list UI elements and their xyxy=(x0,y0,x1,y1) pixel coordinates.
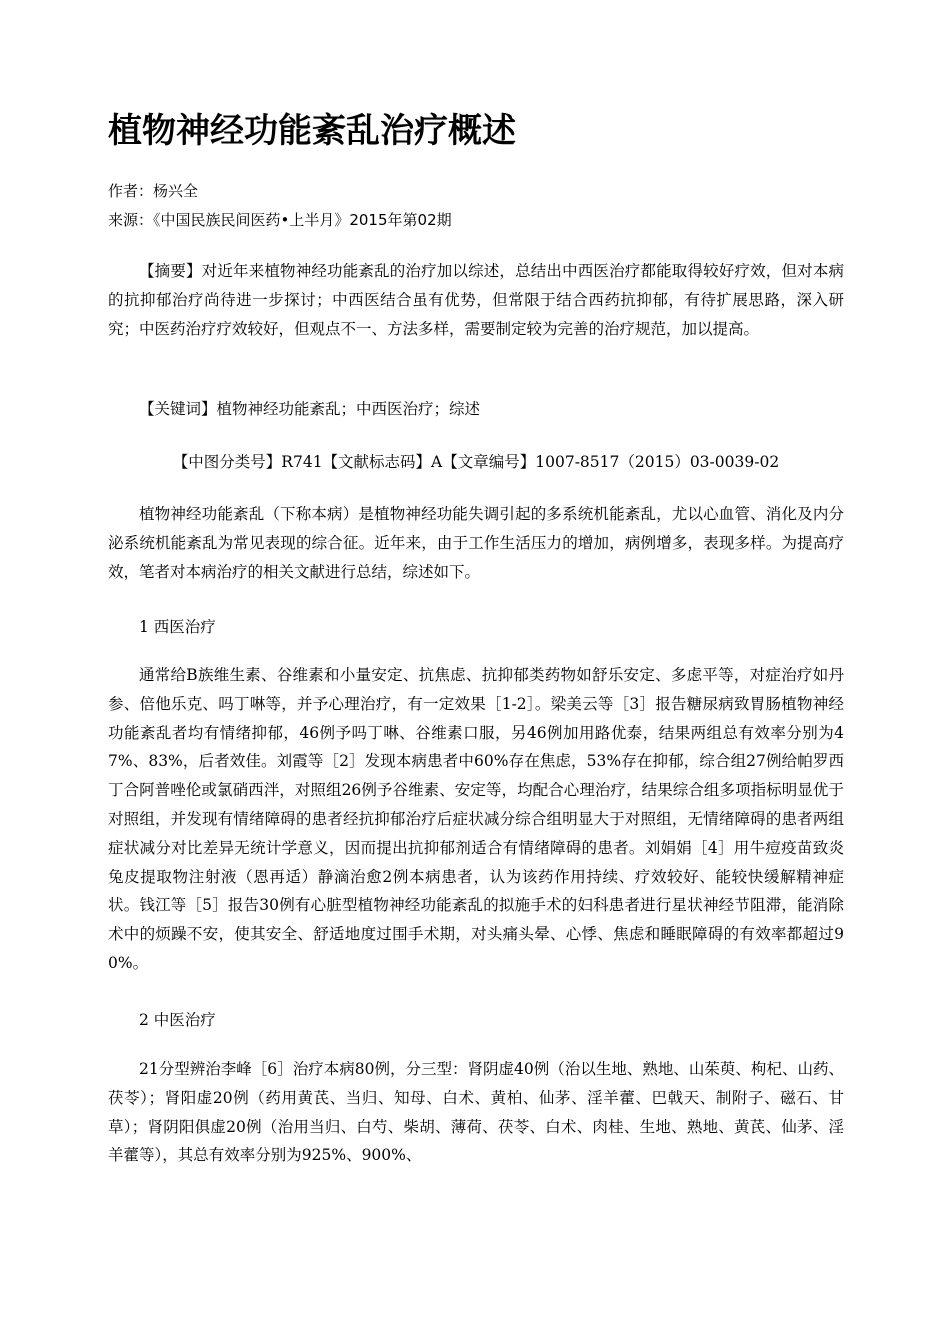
section1-body: 通常给B族维生素、谷维素和小量安定、抗焦虑、抗抑郁类药物如舒乐安定、多虑平等，对症治疗如丹参、倍他乐克、吗丁啉等，并予心理治疗，有一定效果［1-2］。梁美云等［3］报告糖尿病致胃肠植物神经功能紊乱者均有情绪抑郁，46例予吗丁啉、谷维素口服，另46例加用路优泰，结果两组总有效率分别为47%、83%，后者效佳。刘霞等［2］发现本病患者中60%存在焦虑，53%存在抑郁，综合组27例给帕罗西丁合阿普唑伦或氯硝西泮，对照组26例予谷维素、安定等，均配合心理治疗，结果综合组多项指标明显优于对照组，并发现有情绪障碍的患者经抗抑郁治疗后症状减分综合组明显大于对照组，无情绪障碍的患者两组症状减分对比差异无统计学意义，因而提出抗抑郁剂适合有情绪障碍的患者。刘娟娟［4］用牛痘疫苗致炎兔皮提取物注射液（恩再适）静滴治愈2例本病患者，认为该药作用持续、疗效较好、能较快缓解精神症状。钱江等［5］报告30例有心脏型植物神经功能紊乱的拟施手术的妇科患者进行星状神经节阻滞，能消除术中的烦躁不安，使其安全、舒适地度过围手术期，对头痛头晕、心悸、焦虑和睡眠障碍的有效率都超过90%。 xyxy=(108,666,844,972)
author-line: 作者：杨兴全 xyxy=(108,182,199,200)
section2-heading: 2 中医治疗 xyxy=(139,1011,216,1029)
keywords-paragraph: 【关键词】植物神经功能紊乱；中西医治疗；综述 xyxy=(139,400,481,418)
classification-line: 【中图分类号】R741【文献标志码】A【文章编号】1007-8517（2015）03-0039-02 xyxy=(172,453,780,471)
section2-body: 21分型辨治李峰［6］治疗本病80例，分三型：肾阴虚40例（治以生地、熟地、山茱萸、枸杞、山药、茯苓）；肾阳虚20例（药用黄芪、当归、知母、白术、黄柏、仙茅、淫羊藿、巴戟天、制附子、磁石、甘草）；肾阴阳俱虚20例（治用当归、白芍、柴胡、薄荷、茯苓、白术、肉桂、生地、熟地、黄芪、仙茅、淫羊藿等），其总有效率分别为925%、900%、 xyxy=(108,1060,844,1165)
abstract-paragraph: 【摘要】对近年来植物神经功能紊乱的治疗加以综述，总结出中西医治疗都能取得较好疗效，但对本病的抗抑郁治疗尚待进一步探讨；中西医结合虽有优势，但常限于结合西药抗抑郁，有待扩展思路，深入研究；中医药治疗疗效较好，但观点不一、方法多样，需要制定较为完善的治疗规范，加以提高。 xyxy=(108,262,844,338)
intro-paragraph: 植物神经功能紊乱（下称本病）是植物神经功能失调引起的多系统机能紊乱，尤以心血管、消化及内分泌系统机能紊乱为常见表现的综合征。近年来，由于工作生活压力的增加，病例增多，表现多样。为提高疗效，笔者对本病治疗的相关文献进行总结，综述如下。 xyxy=(108,505,844,581)
source-line: 来源：《中国民族民间医药•上半月》2015年第02期 xyxy=(108,211,452,229)
article-title: 植物神经功能紊乱治疗概述 xyxy=(108,111,516,151)
section1-heading: 1 西医治疗 xyxy=(139,618,216,636)
